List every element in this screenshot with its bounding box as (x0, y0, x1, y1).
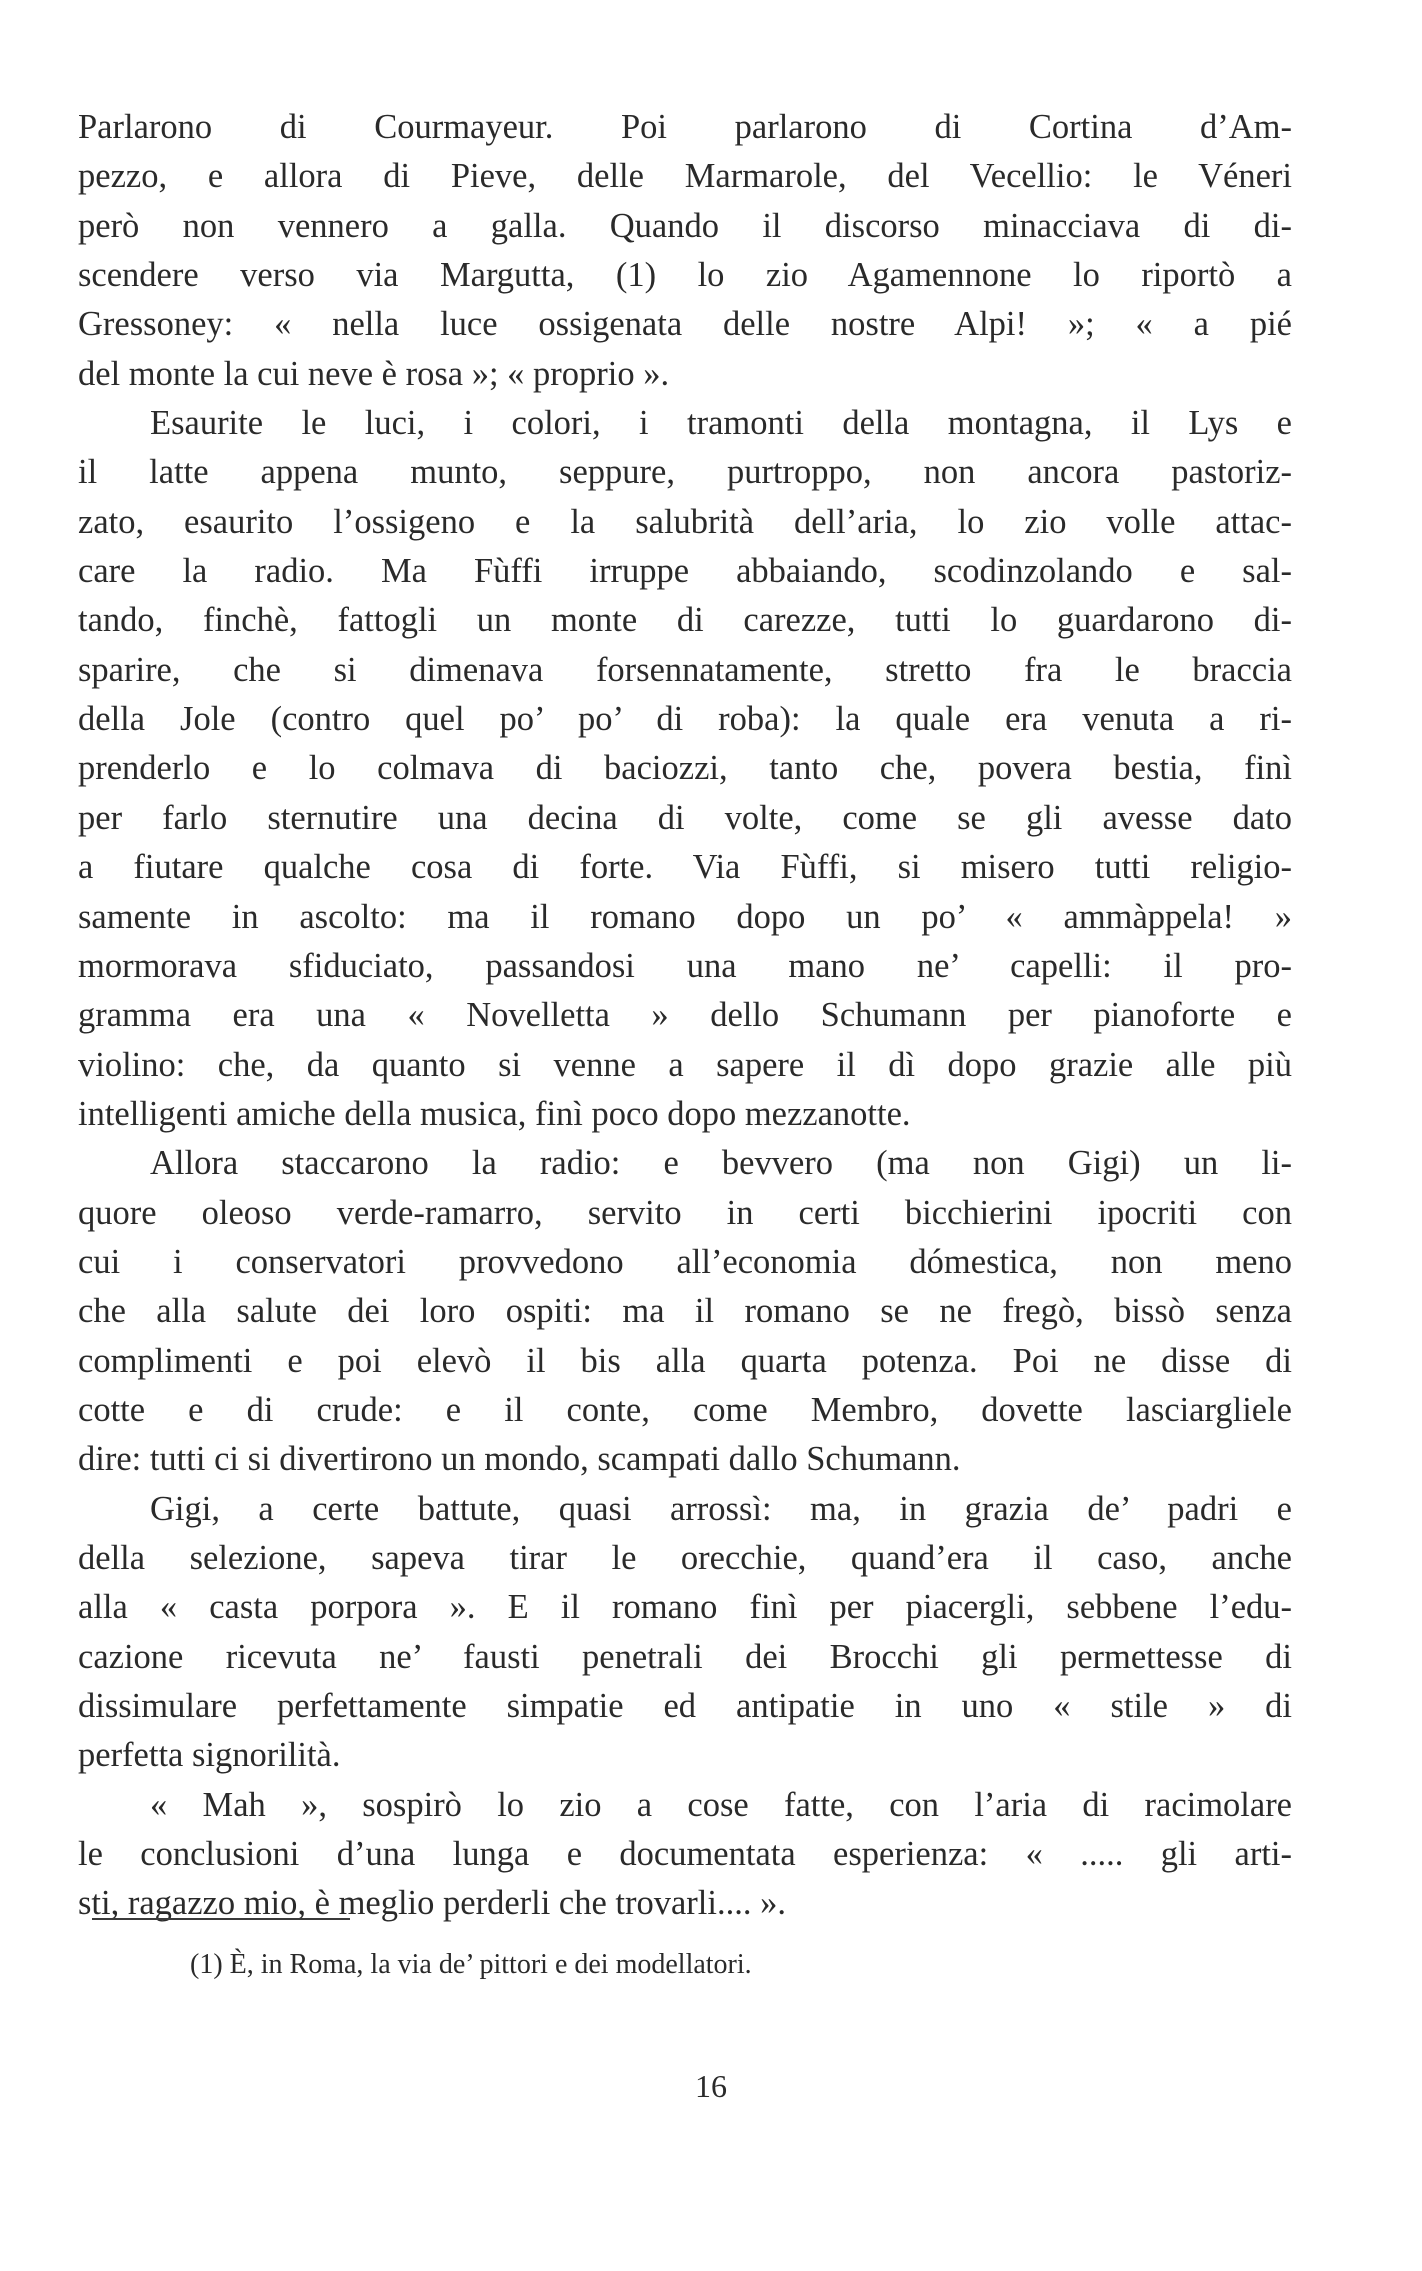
body-text (78, 103, 1292, 1929)
text-line: zato, esaurito l’ossigeno e la salubrità dell’aria, lo zio volle attac- (78, 502, 1292, 541)
footnote-rule (92, 1918, 350, 1920)
text-line: Allora staccarono la radio: e bevvero (ma non Gigi) un li- (150, 1144, 1292, 1183)
text-line: cazione ricevuta ne’ fausti penetrali dei Brocchi gli permettesse di (78, 1637, 1292, 1676)
text-line: dissimulare perfettamente simpatie ed antipatie in uno « stile » di (78, 1687, 1292, 1725)
text-line: care la radio. Ma Fùffi irruppe abbaiando, scodinzolando e sal- (78, 552, 1292, 591)
text-line: cotte e di crude: e il conte, come Membro, dovette lasciargliele (78, 1390, 1292, 1429)
text-line: scendere verso via Margutta, (1) lo zio Agamennone lo riportò a (78, 256, 1292, 295)
text-line: però non vennero a galla. Quando il discorso minacciava di di- (78, 206, 1292, 245)
text-line: le conclusioni d’una lunga e documentata esperienza: « ..... gli arti- (78, 1835, 1292, 1874)
text-line: del monte la cui neve è rosa »; « proprio ». (78, 354, 670, 393)
page-number: 16 (695, 2068, 727, 2104)
text-line: Gigi, a certe battute, quasi arrossì: ma, in grazia de’ padri e (150, 1489, 1292, 1528)
text-line: della Jole (contro quel po’ po’ di roba): la quale era venuta a ri- (78, 700, 1292, 739)
text-line: cui i conservatori provvedono all’economia dómestica, non meno (78, 1242, 1292, 1281)
text-line: Esaurite le luci, i colori, i tramonti della montagna, il Lys e (150, 404, 1292, 443)
text-line: Gressoney: « nella luce ossigenata delle nostre Alpi! »; « a pié (78, 305, 1292, 344)
text-line: samente in ascolto: ma il romano dopo un po’ « ammàppela! » (78, 897, 1292, 936)
text-line: complimenti e poi elevò il bis alla quarta potenza. Poi ne disse di (78, 1341, 1292, 1380)
footnote: (1) È, in Roma, la via de’ pittori e dei modellatori. (190, 1949, 752, 1980)
text-line: violino: che, da quanto si venne a sapere il dì dopo grazie alle più (78, 1045, 1292, 1084)
text-line: quore oleoso verde-ramarro, servito in certi bicchierini ipocriti con (78, 1193, 1292, 1232)
text-line: prenderlo e lo colmava di baciozzi, tanto che, povera bestia, finì (78, 749, 1292, 788)
text-line: sti, ragazzo mio, è meglio perderli che trovarli.... ». (78, 1884, 786, 1923)
text-line: pezzo, e allora di Pieve, delle Marmarole, del Vecellio: le Véneri (78, 157, 1292, 196)
text-line: perfetta signorilità. (78, 1736, 341, 1775)
text-line: a fiutare qualche cosa di forte. Via Fùffi, si misero tutti religio- (78, 848, 1292, 887)
text-line: tando, finchè, fattogli un monte di carezze, tutti lo guardarono di- (78, 601, 1292, 640)
text-line: il latte appena munto, seppure, purtroppo, non ancora pastoriz- (78, 453, 1292, 492)
text-line: sparire, che si dimenava forsennatamente, stretto fra le braccia (78, 650, 1292, 689)
text-line: per farlo sternutire una decina di volte, come se gli avesse dato (78, 798, 1292, 837)
text-line: intelligenti amiche della musica, finì poco dopo mezzanotte. (78, 1094, 911, 1133)
text-line: mormorava sfiduciato, passandosi una mano ne’ capelli: il pro- (78, 946, 1292, 985)
text-line: Parlarono di Courmayeur. Poi parlarono di Cortina d’Am- (78, 108, 1292, 146)
text-line: alla « casta porpora ». E il romano finì per piacergli, sebbene l’edu- (78, 1588, 1292, 1627)
text-line: gramma era una « Novelletta » dello Schumann per pianoforte e (78, 996, 1292, 1035)
text-line: della selezione, sapeva tirar le orecchie, quand’era il caso, anche (78, 1538, 1292, 1577)
text-line: dire: tutti ci si divertirono un mondo, scampati dallo Schumann. (78, 1440, 961, 1479)
text-line: « Mah », sospirò lo zio a cose fatte, con l’aria di racimolare (150, 1785, 1292, 1824)
text-line: che alla salute dei loro ospiti: ma il romano se ne fregò, bissò senza (78, 1292, 1292, 1331)
